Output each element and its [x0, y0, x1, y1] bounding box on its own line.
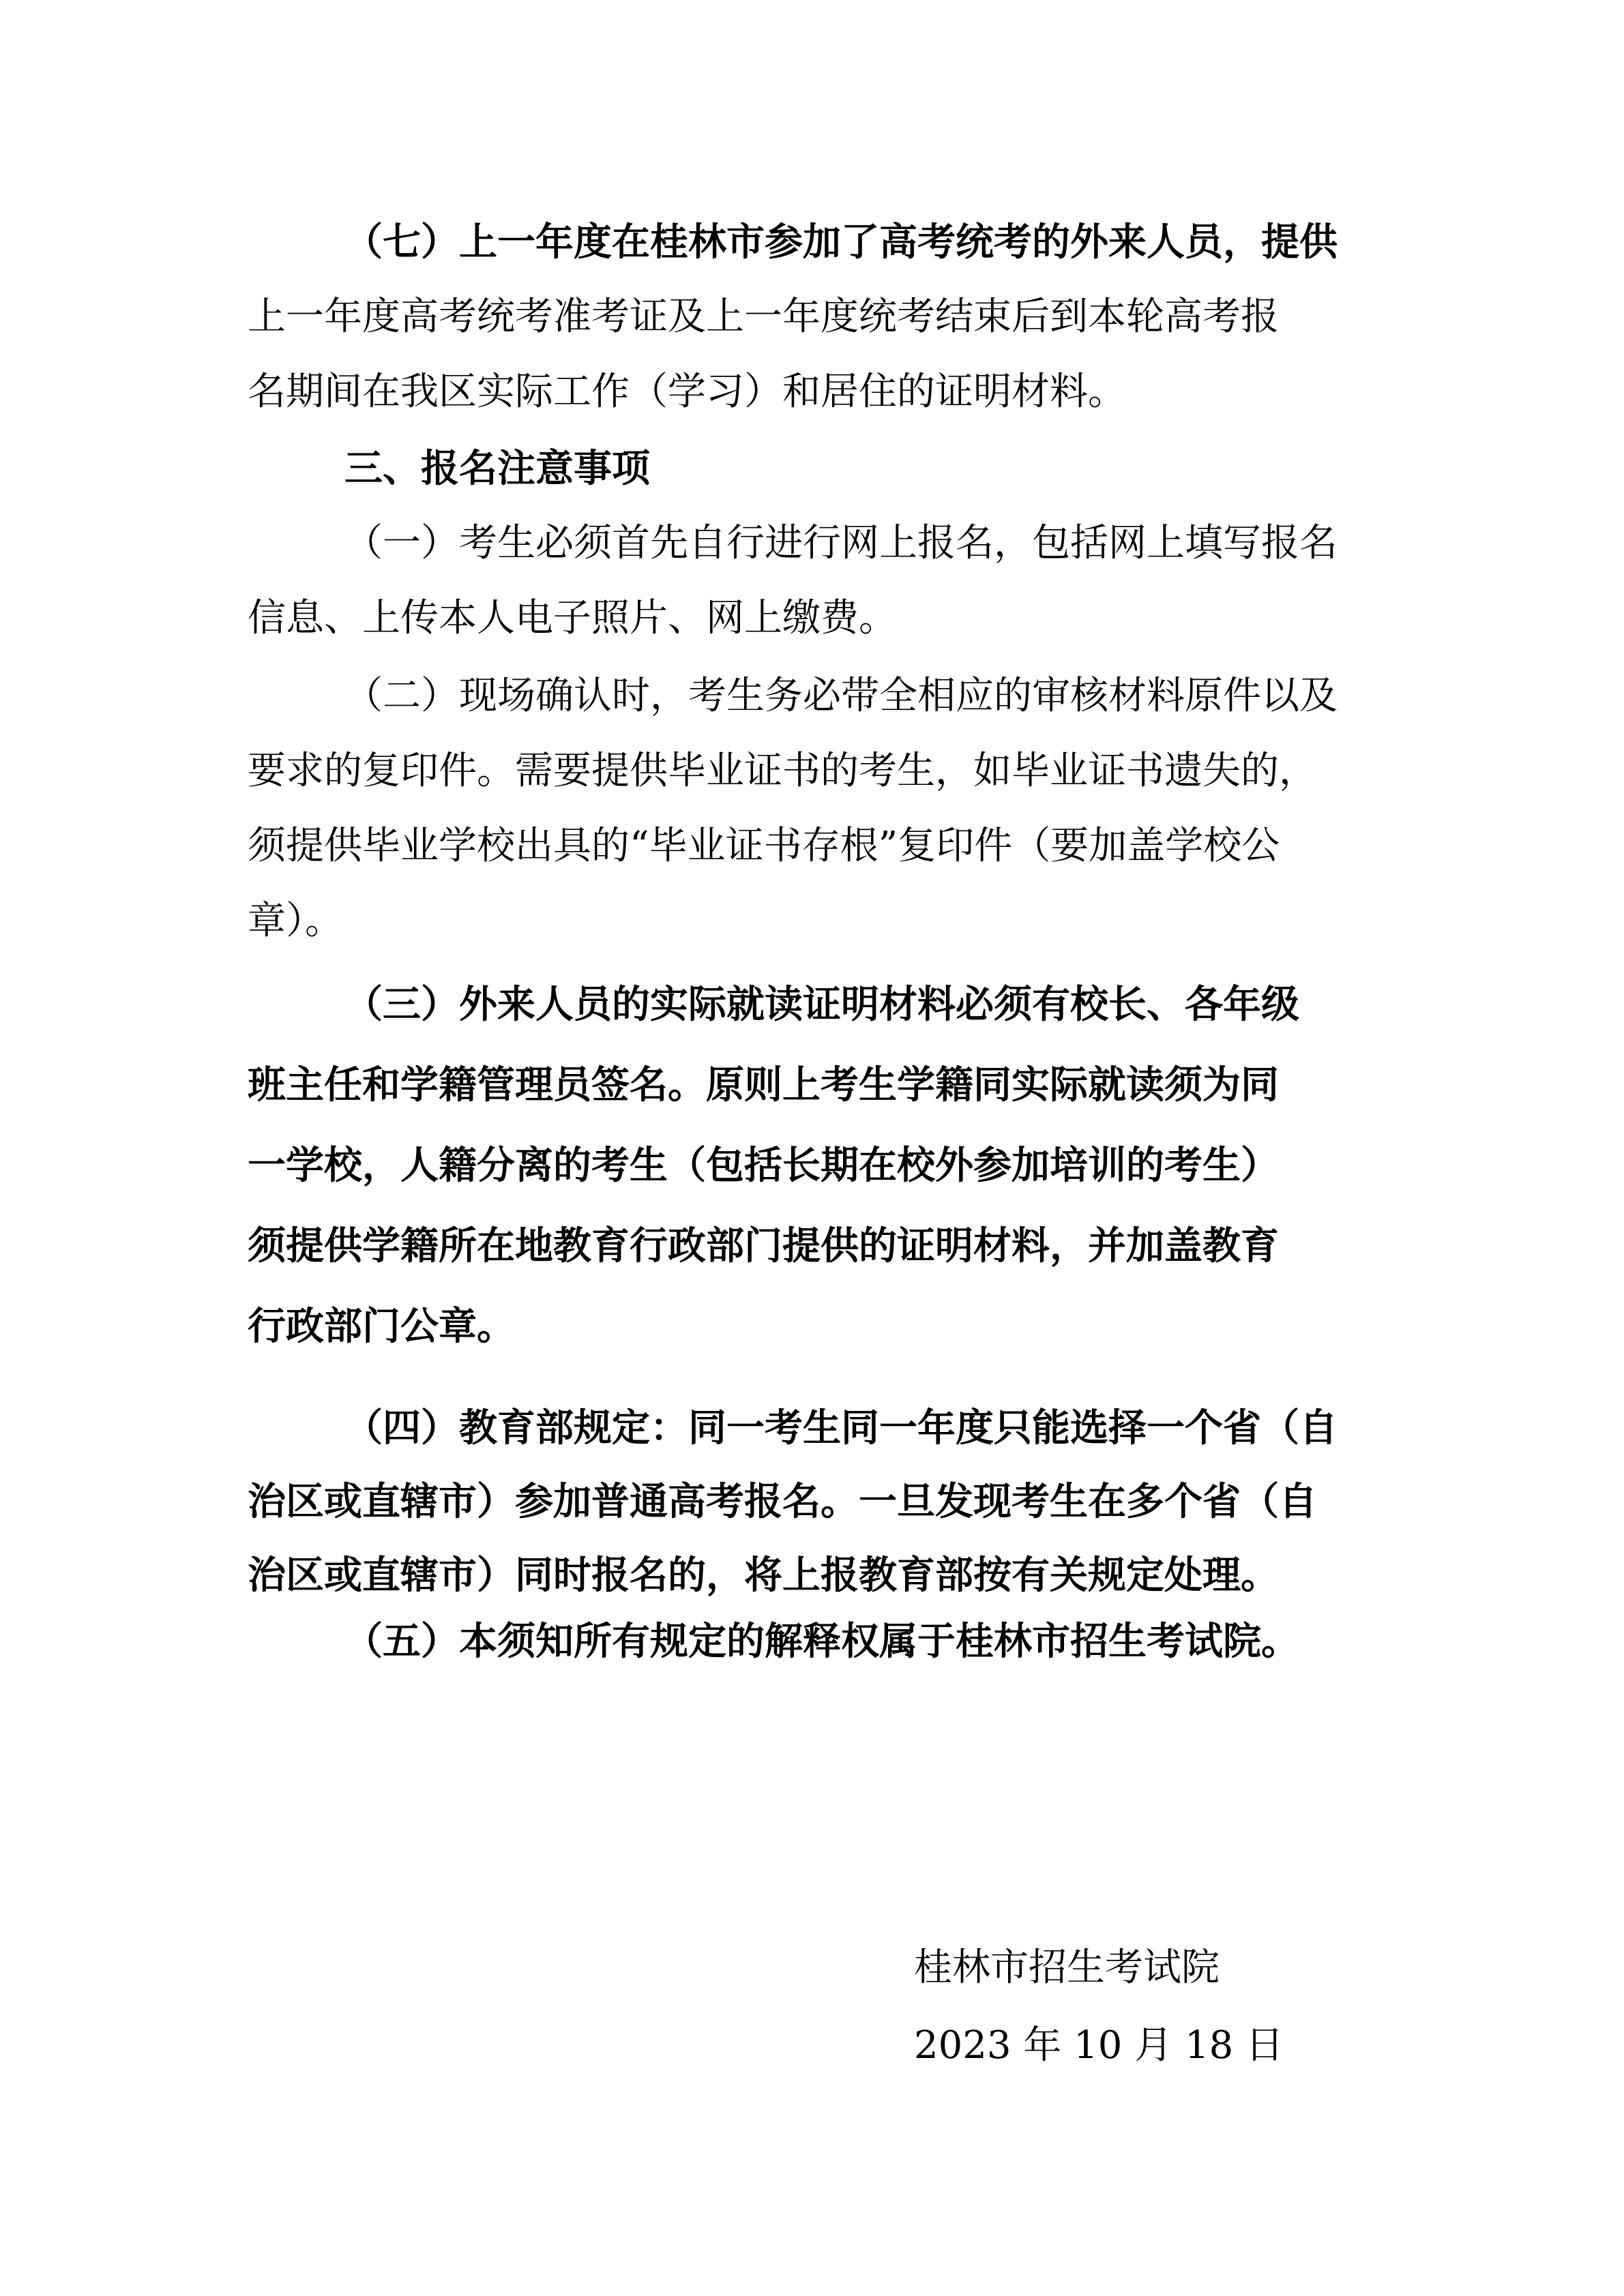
paragraph-line: （三）外来人员的实际就读证明材料必须有校长、各年级 — [344, 982, 1299, 1027]
paragraph-line: （一）考生必须首先自行进行网上报名，包括网上填写报名 — [344, 521, 1338, 565]
paragraph-line: 章）。 — [248, 899, 343, 943]
paragraph-line: （七）上一年度在桂林市参加了高考统考的外来人员，提供 — [344, 220, 1338, 265]
paragraph-line: （四）教育部规定：同一考生同一年度只能选择一个省（自 — [344, 1405, 1338, 1450]
signature-date: 2023 年 10 月 18 日 — [914, 2023, 1284, 2068]
note-item-5 — [248, 1604, 1380, 1679]
note-item-1 — [248, 506, 1380, 656]
section-heading-3 — [248, 431, 1380, 506]
note-item-4 — [248, 1391, 1380, 1612]
paragraph-line: 一学校，人籍分离的考生（包括长期在校外参加培训的考生） — [248, 1143, 1279, 1188]
paragraph-line: 须提供学籍所在地教育行政部门提供的证明材料，并加盖教育 — [248, 1223, 1279, 1268]
signature-organization: 桂林市招生考试院 — [914, 1945, 1220, 1990]
paragraph-line: 上一年度高考统考准考证及上一年度统考结束后到本轮高考报 — [248, 295, 1279, 339]
paragraph-line: 信息、上传本人电子照片、网上缴费。 — [248, 596, 897, 640]
paragraph-item-7 — [248, 205, 1380, 430]
paragraph-line: 要求的复印件。需要提供毕业证书的考生，如毕业证书遗失的， — [248, 749, 1317, 793]
paragraph-line: 名期间在我区实际工作（学习）和居住的证明材料。 — [248, 370, 1126, 414]
paragraph-line: 行政部门公章。 — [248, 1304, 515, 1349]
section-heading-text: 三、报名注意事项 — [344, 446, 650, 491]
paragraph-line: （二）现场确认时，考生务必带全相应的审核材料原件以及 — [344, 674, 1338, 718]
paragraph-line: 治区或直辖市）参加普通高考报名。一旦发现考生在多个省（自 — [248, 1479, 1317, 1524]
paragraph-line: 须提供毕业学校出具的“毕业证书存根”复印件（要加盖学校公 — [248, 824, 1280, 868]
paragraph-line: 治区或直辖市）同时报名的，将上报教育部按有关规定处理。 — [248, 1553, 1279, 1598]
note-item-2 — [248, 659, 1380, 959]
paragraph-line: 班主任和学籍管理员签名。原则上考生学籍同实际就读须为同 — [248, 1062, 1279, 1107]
paragraph-line: （五）本须知所有规定的解释权属于桂林市招生考试院。 — [344, 1619, 1299, 1664]
note-item-3 — [248, 964, 1380, 1367]
